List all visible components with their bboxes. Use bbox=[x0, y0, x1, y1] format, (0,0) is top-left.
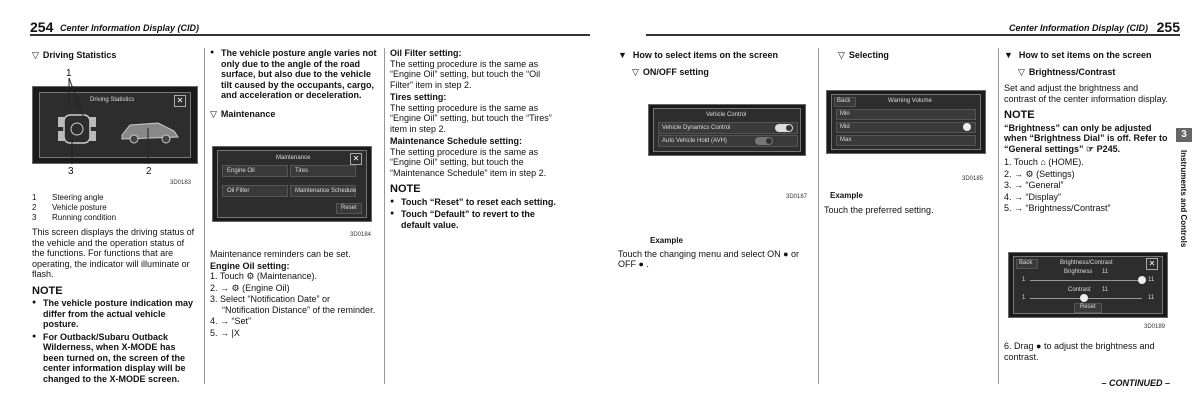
legend-text: Vehicle posture bbox=[52, 203, 107, 212]
vehicle-control-screen bbox=[648, 104, 806, 156]
sub-heading: Maintenance Schedule setting: bbox=[390, 136, 523, 146]
section-subheading: Brightness/Contrast bbox=[1028, 66, 1116, 77]
note-heading: NOTE bbox=[32, 284, 63, 297]
note-item: ● The vehicle posture indication may differ from the actual vehicle posture. bbox=[32, 298, 198, 330]
back-button bbox=[834, 97, 856, 107]
warning-volume-screen bbox=[826, 90, 986, 154]
body-text: Touch the changing menu and select ON ● or OFF ● . bbox=[618, 248, 800, 269]
step-list bbox=[210, 271, 378, 338]
brightness-value: 11 bbox=[1102, 269, 1109, 275]
note-list bbox=[32, 298, 198, 384]
row-label: Vehicle Dynamics Control bbox=[662, 125, 731, 131]
continued-label: – CONTINUED – bbox=[1101, 378, 1170, 388]
brightness-slider bbox=[1030, 280, 1142, 281]
left-col-3 bbox=[390, 48, 558, 232]
figure-id: 3D0187 bbox=[786, 194, 808, 200]
left-header bbox=[30, 14, 590, 36]
legend-num: 1 bbox=[32, 193, 37, 202]
triangle-icon: ▽ bbox=[838, 50, 845, 60]
contrast-knob-icon bbox=[1080, 294, 1088, 302]
section-heading: Driving Statistics bbox=[42, 50, 117, 60]
column-divider bbox=[204, 48, 205, 384]
figure-id: 3D0185 bbox=[962, 176, 984, 182]
button-label: Reset bbox=[341, 205, 357, 211]
right-header bbox=[646, 14, 1180, 36]
option-row bbox=[836, 122, 976, 133]
screen-title: Warning Volume bbox=[888, 98, 932, 104]
screen-panel bbox=[1013, 256, 1163, 314]
body-text: Set and adjust the brightness and contrast of the center information display. bbox=[1004, 83, 1168, 104]
step-item: 4. → “Display” bbox=[1004, 191, 1062, 202]
left-col-1 bbox=[32, 48, 196, 67]
screen-panel bbox=[831, 94, 981, 150]
section-heading: How to select items on the screen bbox=[632, 50, 778, 60]
figure-id: 3D0184 bbox=[350, 232, 372, 238]
header-title: Center Information Display (CID) bbox=[1008, 23, 1148, 33]
close-icon: ✕ bbox=[350, 153, 362, 165]
close-icon: ✕ bbox=[174, 95, 186, 107]
note-heading: NOTE bbox=[390, 183, 421, 195]
row-label: Tires bbox=[295, 168, 309, 174]
note-item: ● Touch “Default” to revert to the default value. bbox=[390, 209, 558, 230]
section-heading: Selecting bbox=[848, 50, 889, 60]
section-heading: How to set items on the screen bbox=[1018, 50, 1152, 60]
close-icon: ✕ bbox=[1146, 258, 1158, 270]
left-col-2 bbox=[210, 48, 378, 125]
button-label: Back bbox=[837, 98, 851, 104]
screen-title: Maintenance bbox=[276, 155, 311, 161]
reset-button bbox=[1074, 303, 1102, 313]
column-divider bbox=[998, 48, 999, 384]
body-text: The setting procedure is the same as “Engine Oil” setting, but touch the “Oil Filter” item in step 2. bbox=[390, 58, 541, 90]
body-text: The setting procedure is the same as “Engine Oil” setting, but touch the “Tires” item in step 2. bbox=[390, 102, 552, 134]
row-label: Min bbox=[840, 111, 850, 117]
engine-oil-row bbox=[222, 165, 288, 177]
right-col-1-text bbox=[618, 236, 814, 270]
body-text: This screen displays the driving status of the vehicle and the operation status of the functions. For functions that are operating, the indicator will illuminate or flash. bbox=[32, 227, 195, 279]
scale-max: 11 bbox=[1148, 295, 1155, 301]
screen-title: Driving Statistics bbox=[90, 97, 135, 103]
example-label: Example bbox=[650, 236, 683, 245]
body-text: Maintenance reminders can be set. bbox=[210, 249, 351, 259]
right-col-1 bbox=[618, 48, 814, 83]
row-label: Maintenance Schedule bbox=[295, 188, 357, 194]
note-item: ● The vehicle posture angle varies not only due to the angle of the road surface, but also due to the vehicle tilt caused by the occupants, cargo, and acceleration or deceleration. bbox=[210, 48, 378, 101]
step-item: 2. → ⚙ (Settings) bbox=[1004, 168, 1075, 179]
screen-title: Brightness/Contrast bbox=[1060, 260, 1113, 266]
screen-title: Vehicle Control bbox=[706, 112, 747, 118]
sub-heading: Tires setting: bbox=[390, 92, 447, 102]
tires-row bbox=[290, 165, 356, 177]
toggle-off-icon bbox=[755, 137, 773, 145]
page-number: 255 bbox=[1156, 19, 1180, 35]
legend-num: 3 bbox=[32, 213, 37, 222]
example-label: Example bbox=[830, 191, 863, 200]
brightness-label: Brightness bbox=[1064, 269, 1093, 275]
step-item: 3. → “General” bbox=[1004, 180, 1064, 190]
row-label: Auto Vehicle Hold (AVH) bbox=[662, 138, 727, 144]
right-col-2-text bbox=[824, 191, 994, 215]
filled-triangle-icon: ▼ bbox=[1004, 50, 1013, 60]
legend-text: Running condition bbox=[52, 213, 117, 222]
chapter-tab: 3 bbox=[1176, 128, 1192, 142]
triangle-icon: ▽ bbox=[32, 50, 39, 60]
left-page bbox=[0, 0, 590, 402]
brightness-contrast-screen bbox=[1008, 252, 1168, 318]
screen-panel bbox=[217, 150, 367, 218]
page-number: 254 bbox=[30, 19, 54, 35]
toggle-on-icon bbox=[775, 124, 793, 132]
section-heading: Maintenance bbox=[220, 108, 276, 119]
row-label: Oil Filter bbox=[227, 188, 250, 194]
step-list bbox=[1004, 157, 1170, 214]
note-item: ● For Outback/Subaru Outback Wilderness, when X-MODE has been turned on, the screen of the center information display will be changed to the X-MODE screen. bbox=[32, 332, 198, 385]
chapter-side-label: Instruments and Controls bbox=[1179, 150, 1188, 248]
body-text: The setting procedure is the same as “Engine Oil” setting, but touch the “Maintenance Schedule” item in step 2. bbox=[390, 146, 547, 178]
triangle-icon: ▽ bbox=[632, 66, 639, 77]
button-label: Reset bbox=[1080, 304, 1096, 310]
row-label: Max bbox=[840, 137, 852, 143]
callout-lines bbox=[44, 78, 164, 166]
legend-text: Steering angle bbox=[52, 193, 104, 202]
oil-filter-row bbox=[222, 185, 288, 197]
column-divider bbox=[818, 48, 819, 384]
right-page bbox=[610, 0, 1200, 402]
sub-heading: Engine Oil setting: bbox=[210, 260, 290, 271]
screen-panel bbox=[653, 108, 801, 152]
legend-num: 2 bbox=[32, 203, 37, 212]
triangle-icon: ▽ bbox=[1018, 66, 1025, 77]
callout-1: 1 bbox=[66, 68, 72, 79]
option-row bbox=[836, 109, 976, 120]
maintenance-screen bbox=[212, 146, 372, 222]
step-item: 4. → “Set” bbox=[210, 316, 252, 326]
step-item: 1. Touch ⌂ (HOME). bbox=[1004, 157, 1084, 167]
figure-id: 3D0189 bbox=[1144, 324, 1166, 330]
left-col-1-text bbox=[32, 193, 198, 386]
note-body: “Brightness” can only be adjusted when “Brightness Dial” is off. Refer to “General settings” ☞ P245. bbox=[1004, 122, 1168, 154]
contrast-label: Contrast bbox=[1068, 287, 1091, 293]
selected-radio-icon bbox=[963, 123, 971, 131]
brightness-knob-icon bbox=[1138, 276, 1146, 284]
scale-max: 11 bbox=[1148, 277, 1155, 283]
button-label: Back bbox=[1019, 260, 1033, 266]
note-list bbox=[390, 197, 558, 231]
note-heading: NOTE bbox=[1004, 109, 1035, 121]
row-label: Mid bbox=[840, 124, 850, 130]
scale-min: 1 bbox=[1022, 277, 1026, 283]
note-list bbox=[210, 48, 378, 101]
contrast-value: 11 bbox=[1102, 287, 1109, 293]
step-item: 5. → “Brightness/Contrast” bbox=[1004, 203, 1111, 213]
right-col-3 bbox=[1004, 48, 1170, 215]
right-col-3-step6 bbox=[1004, 341, 1170, 362]
settings-row bbox=[658, 135, 798, 147]
column-divider bbox=[384, 48, 385, 384]
back-button bbox=[1016, 259, 1038, 269]
step-item: 6. Drag ● to adjust the brightness and contrast. bbox=[1004, 341, 1155, 362]
filled-triangle-icon: ▼ bbox=[618, 50, 627, 60]
right-col-2 bbox=[824, 48, 994, 67]
step-item: 3. Select “Notification Date” or “Notification Distance” of the reminder. bbox=[210, 294, 376, 315]
section-subheading: ON/OFF setting bbox=[642, 66, 709, 77]
scale-min: 1 bbox=[1022, 295, 1026, 301]
step-item: 1. Touch ⚙ (Maintenance). bbox=[210, 271, 317, 281]
body-text: Touch the preferred setting. bbox=[824, 204, 934, 215]
maintenance-schedule-row bbox=[290, 185, 356, 197]
legend bbox=[32, 193, 198, 223]
note-item: ● Touch “Reset” to reset each setting. bbox=[390, 197, 558, 208]
callout-2: 2 bbox=[146, 166, 152, 177]
header-title: Center Information Display (CID) bbox=[60, 23, 200, 33]
reset-button bbox=[336, 203, 362, 214]
option-row bbox=[836, 135, 976, 146]
settings-row bbox=[658, 122, 798, 134]
step-item: 2. → ⚙ (Engine Oil) bbox=[210, 282, 290, 293]
sub-heading: Oil Filter setting: bbox=[390, 48, 462, 58]
row-label: Engine Oil bbox=[227, 168, 255, 174]
left-col-2-text bbox=[210, 249, 378, 339]
triangle-icon: ▽ bbox=[210, 108, 217, 119]
step-item: 5. → |X bbox=[210, 327, 240, 338]
figure-id: 3D0183 bbox=[170, 180, 192, 186]
callout-3: 3 bbox=[68, 166, 74, 177]
